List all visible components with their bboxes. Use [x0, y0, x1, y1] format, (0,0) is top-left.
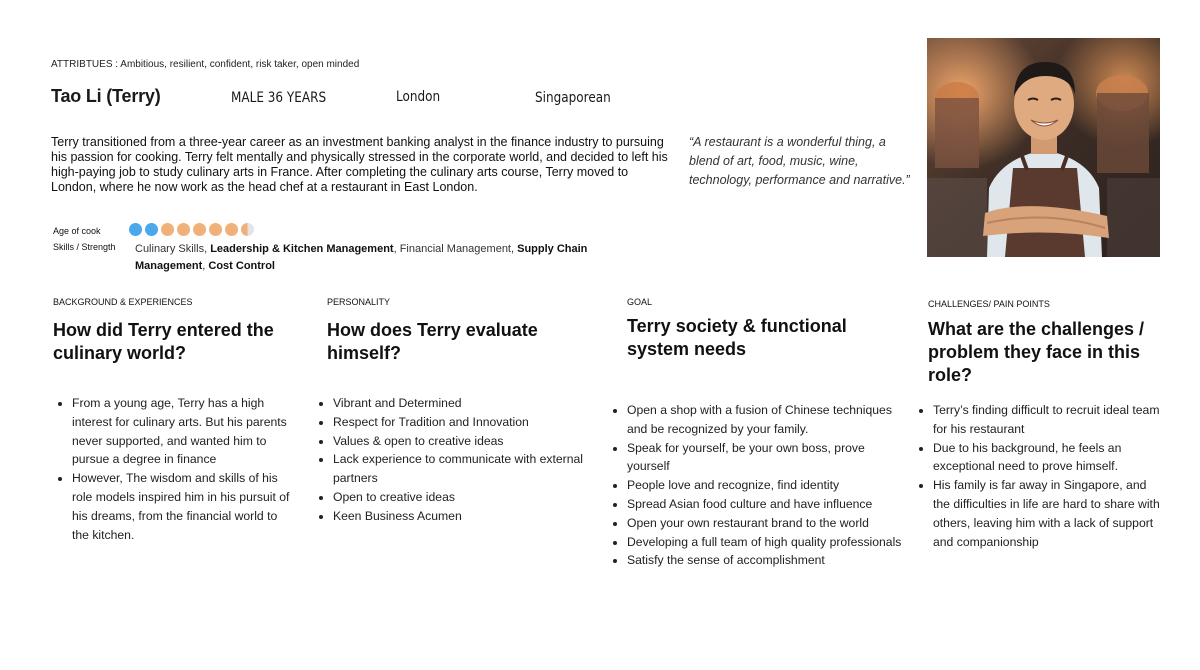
skill-item: Leadership & Kitchen Management: [210, 243, 394, 255]
age-dot: [145, 223, 158, 236]
age-dot: [225, 223, 238, 236]
persona-nationality: Singaporean: [535, 90, 611, 106]
goal-list: [607, 401, 902, 570]
challenges-list: [913, 401, 1163, 551]
list-item: • Developing a full team of high quality professionals: [627, 533, 902, 552]
skill-separator: ,: [204, 243, 211, 255]
list-item: • Satisfy the sense of accomplishment: [627, 551, 902, 570]
personality-tag: PERSONALITY: [327, 297, 391, 307]
personality-heading: How does Terry evaluate himself?: [327, 320, 538, 363]
skill-separator: ,: [393, 243, 400, 255]
background-tag: BACKGROUND & EXPERIENCES: [53, 297, 193, 307]
background-list: [52, 394, 292, 544]
list-item: • People love and recognize, find identity: [627, 476, 902, 495]
list-item: • Vibrant and Determined: [333, 394, 583, 413]
skill-separator: ,: [202, 260, 209, 272]
list-item: • However, The wisdom and skills of his role models inspired him in his pursuit of his dreams, from the financial world to the kitchen.: [72, 469, 292, 544]
personality-list: [313, 394, 583, 526]
persona-bio: Terry transitioned from a three-year career as an investment banking analyst in the finance industry to pursuing his passion for cooking. Terry felt mentally and physically stressed in the corporate world, and decided to left his high-paying job to study culinary arts in France. After completing the culinary arts course, Terry moved to London, where he now work as the head chef at a restaurant in East London.: [51, 135, 668, 194]
persona-name: Tao Li (Terry): [51, 86, 161, 106]
persona-gender-age: MALE 36 YEARS: [231, 90, 327, 106]
list-item: • Lack experience to communicate with external partners: [333, 450, 583, 488]
list-item: • Terry’s finding difficult to recruit ideal team for his restaurant: [933, 401, 1163, 439]
list-item: • Keen Business Acumen: [333, 507, 583, 526]
age-dot: [129, 223, 142, 236]
age-dot: [161, 223, 174, 236]
list-item: • From a young age, Terry has a high interest for culinary arts. But his parents never supported, and wanted him to pursue a degree in finance: [72, 394, 292, 469]
persona-photo: [927, 38, 1160, 257]
list-item: • Speak for yourself, be your own boss, prove yourself: [627, 439, 902, 477]
skill-item: Financial Management: [399, 243, 511, 255]
persona-city: London: [396, 89, 441, 105]
skill-item: Cost Control: [208, 260, 275, 272]
goal-tag: GOAL: [627, 297, 653, 307]
age-dot: [193, 223, 206, 236]
list-item: • Spread Asian food culture and have influence: [627, 495, 902, 514]
age-dot: [177, 223, 190, 236]
attributes-line: ATTRIBTUES : Ambitious, resilient, confident, risk taker, open minded: [51, 59, 360, 70]
challenges-tag: CHALLENGES/ PAIN POINTS: [928, 299, 1050, 309]
list-item: • Respect for Tradition and Innovation: [333, 413, 583, 432]
list-item: • Open to creative ideas: [333, 488, 583, 507]
age-dot: [209, 223, 222, 236]
list-item: • Open your own restaurant brand to the world: [627, 514, 902, 533]
persona-quote: “A restaurant is a wonderful thing, a blend of art, food, music, wine, technology, performance and narrative.”: [689, 135, 910, 187]
list-item: • Open a shop with a fusion of Chinese techniques and be recognized by your family.: [627, 401, 902, 439]
challenges-heading: What are the challenges / problem they face in this role?: [928, 319, 1145, 385]
chef-portrait-illustration: [927, 38, 1160, 257]
skill-separator: ,: [511, 243, 518, 255]
skill-item: Culinary Skills: [135, 243, 205, 255]
list-item: • His family is far away in Singapore, and the difficulties in life are hard to share with others, leaving him with a lack of support and companionship: [933, 476, 1163, 551]
list-item: • Values & open to creative ideas: [333, 432, 583, 451]
skill-item: Supply Chain Management: [135, 243, 588, 272]
goal-heading: Terry society & functional system needs: [627, 316, 847, 359]
age-of-cook-scale: [129, 223, 254, 236]
age-dot: [241, 223, 254, 236]
list-item: • Due to his background, he feels an exceptional need to prove himself.: [933, 439, 1163, 477]
background-heading: How did Terry entered the culinary world?: [53, 320, 274, 363]
skills-list: [135, 241, 605, 275]
skills-label: Skills / Strength: [53, 242, 116, 252]
age-of-cook-label: Age of cook: [53, 226, 101, 236]
